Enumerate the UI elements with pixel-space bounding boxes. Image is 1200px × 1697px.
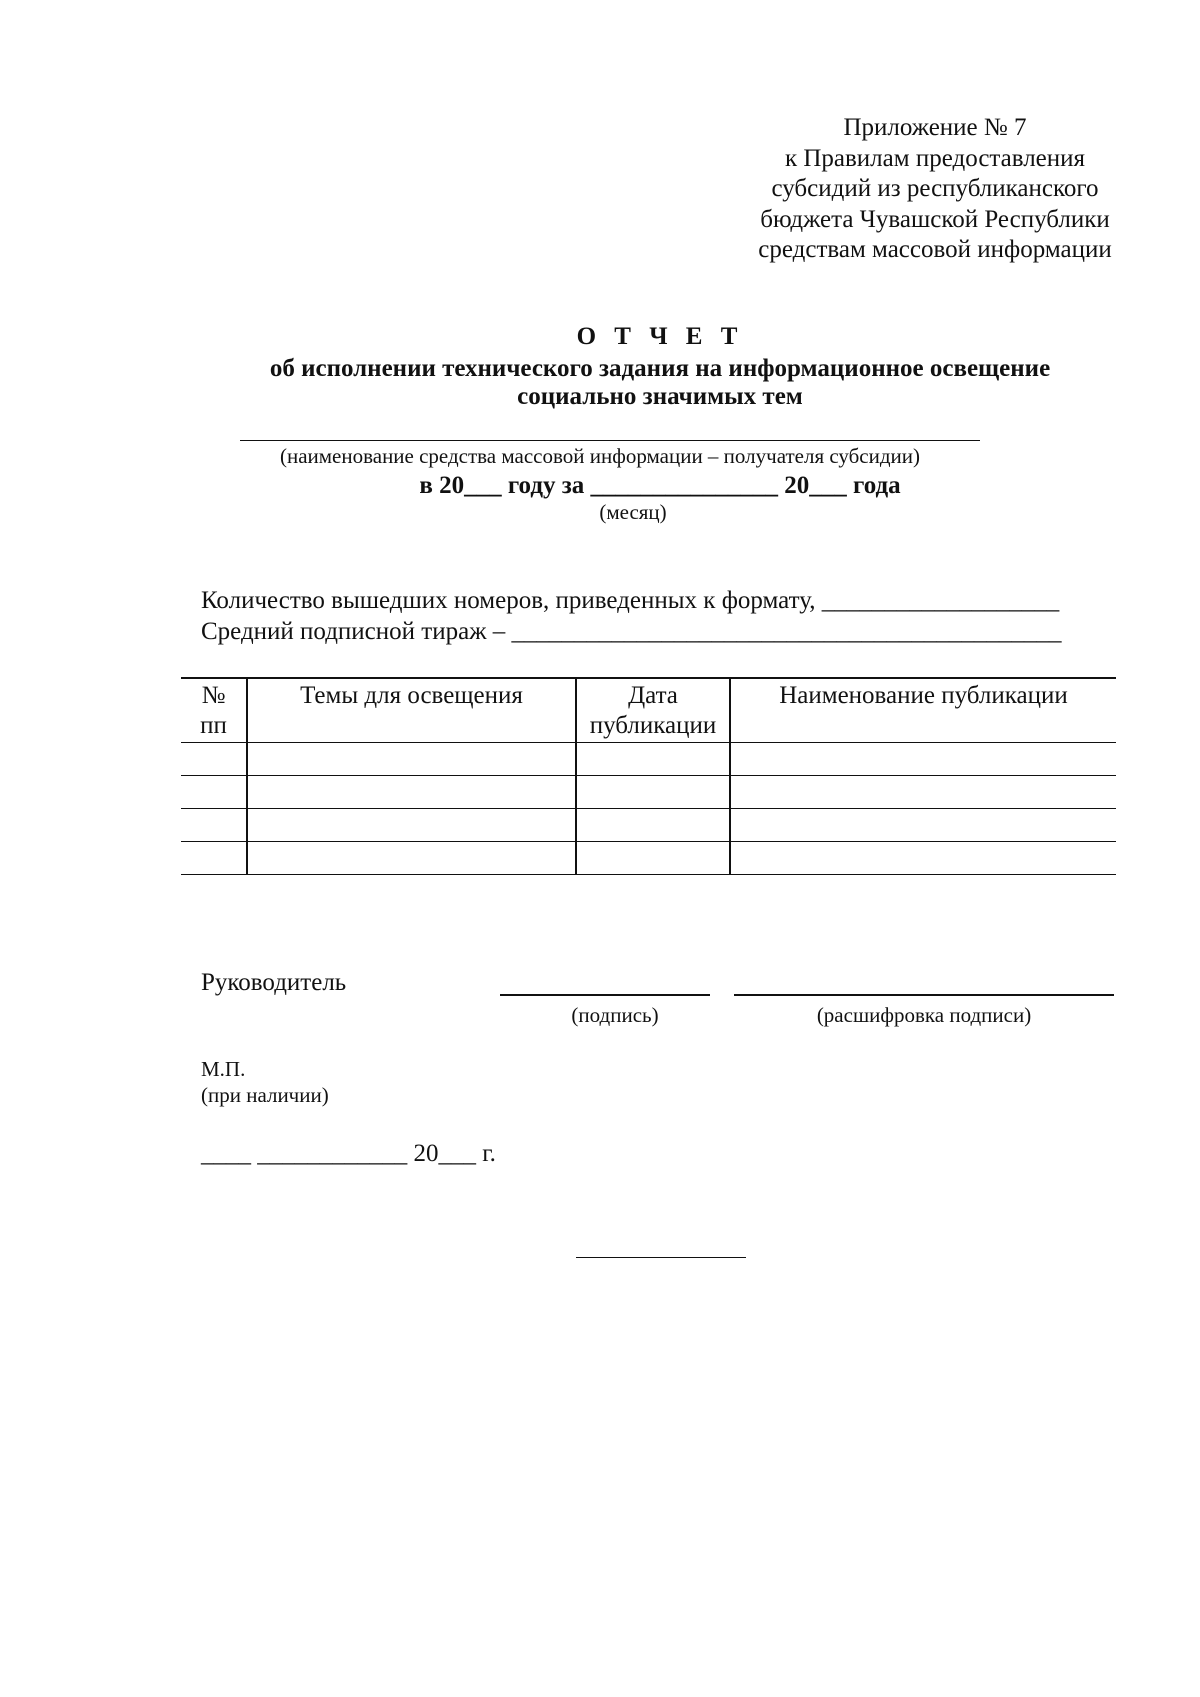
publications-table [181,677,1116,875]
table-cell [247,842,576,875]
signature-decoding-caption: (расшифровка подписи) [816,1003,1032,1027]
signature-line [500,994,710,996]
table-cell [247,743,576,776]
date-line: ____ ____________ 20___ г. [201,1140,496,1167]
table-cell [730,776,1116,809]
seal-label: М.П. [201,1057,246,1081]
table-row [181,743,1116,776]
table-row [181,776,1116,809]
appendix-line-1: Приложение № 7 [843,114,1027,141]
media-name-caption: (наименование средства массовой информации – получателя субсидии) [279,444,921,468]
reporting-period: в 20___ году за _______________ 20___ года [419,472,901,499]
circulation-line: Средний подписной тираж – ____________________________________________ [201,618,1062,645]
table-cell [181,809,247,842]
table-header-row [181,678,1116,743]
media-name-line [240,440,980,441]
signature-decoding-line [734,994,1114,996]
appendix-block [740,113,1130,266]
issues-count-line: Количество вышедших номеров, приведенных к формату, ___________________ [201,587,1060,614]
closing-rule [576,1257,746,1258]
table-row [181,809,1116,842]
report-subtitle-line-1: об исполнении технического задания на информационное освещение [269,355,1051,382]
table-cell [576,809,730,842]
header-publication-name: Наименование публикации [730,678,1116,743]
table-row [181,842,1116,875]
table-cell [576,743,730,776]
header-topics: Темы для освещения [247,678,576,743]
header-publication-date: Дата публикации [576,678,730,743]
report-title: О Т Ч Е Т [576,323,744,350]
month-caption: (месяц) [599,500,667,524]
seal-note: (при наличии) [201,1083,329,1107]
appendix-line-3: субсидий из республиканского [771,175,1099,202]
table-cell [181,776,247,809]
table-cell [576,776,730,809]
signature-caption: (подпись) [571,1003,659,1027]
table-cell [576,842,730,875]
table-cell [247,776,576,809]
appendix-line-5: средствам массовой информации [758,236,1112,263]
table-cell [247,809,576,842]
table-cell [181,842,247,875]
manager-label: Руководитель [201,969,347,996]
table-cell [730,809,1116,842]
table-cell [181,743,247,776]
header-number: № пп [181,678,247,743]
appendix-line-2: к Правилам предоставления [784,144,1086,172]
table-cell [730,743,1116,776]
appendix-line-4: бюджета Чувашской Республики [760,205,1110,233]
report-subtitle-line-2: социально значимых тем [517,383,803,410]
table-cell [730,842,1116,875]
